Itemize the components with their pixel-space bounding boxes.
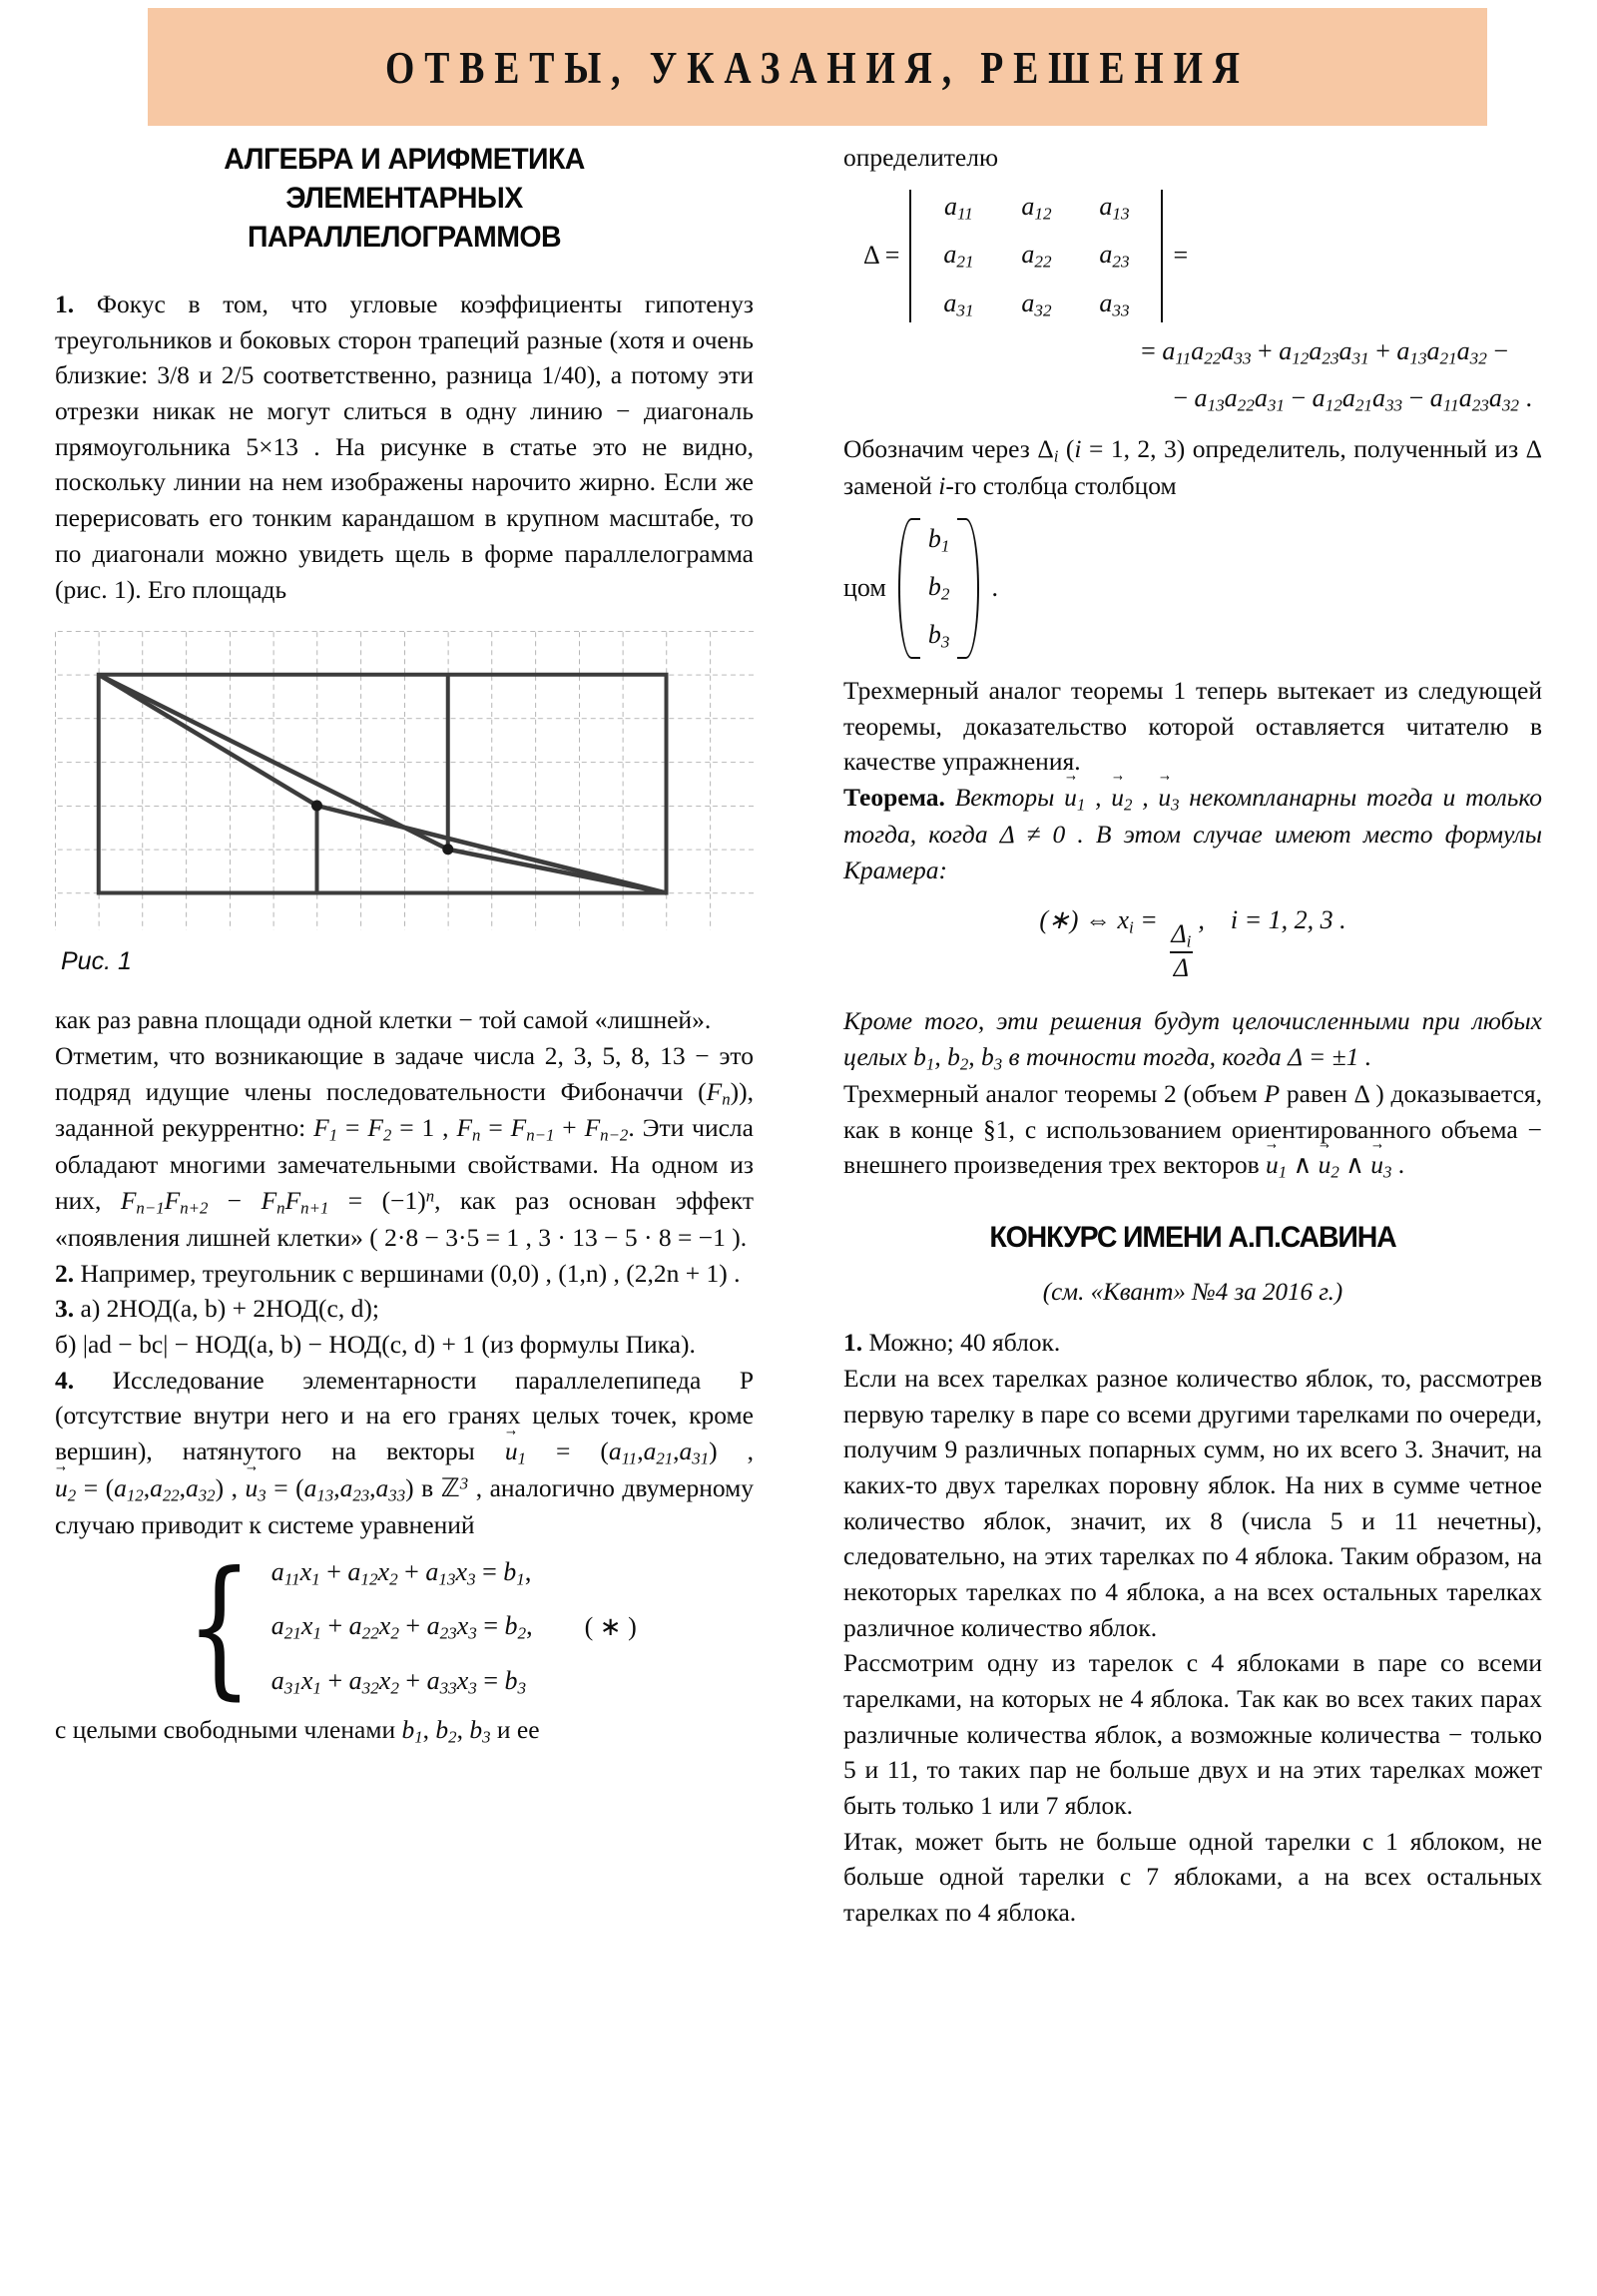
det-cell-21: $a_{21}$ <box>943 240 974 272</box>
system-row-1: $a_{11}x_1 + a_{12}x_2 + a_{13}x_3 = b_1$, <box>270 1556 532 1589</box>
answer-1-paragraph <box>55 287 754 607</box>
column-vector-entries <box>922 518 956 659</box>
section-heading-algebra <box>73 140 737 257</box>
fibonacci-paragraph <box>55 1038 754 1256</box>
determinant-matrix <box>919 192 1153 320</box>
det-cell-32: $a_{32}$ <box>1021 287 1052 320</box>
answer-3-text-a: а) 2НОД(a, b) + 2НОД(c, d); <box>74 1294 379 1324</box>
answer-2-text: Например, треугольник с вершинами (0,0) , (1,n) , (2,2n + 1) . <box>74 1258 741 1288</box>
right-column <box>843 140 1542 1931</box>
answer-2-paragraph <box>55 1256 754 1292</box>
vector-u2: $u \to_2 = (a_{12},a_{22},a_{32})$ <box>55 1473 224 1502</box>
answer-3-paragraph-b: б) |ad − bc| − НОД(a, b) − НОД(c, d) + 1 (из формулы Пика). <box>55 1330 696 1360</box>
det-cell-31: $a_{31}$ <box>943 287 974 320</box>
answer-1-text: Фокус в том, что угловые коэффициенты гипотенуз треугольников и боковых сторон трапеций разные (хотя и очень близкие: 3/8 и 2/5 соответственно, разница 1/40), а потому эти отрезки никак не могут слиться в одну линию − диагональ прямоугольника 5×13 . На рисунке в статье это не видно, поскольку линии на нем изображены нарочито жирно. Если же перерисовать его тонким карандашом в крупном масштабе, то по диагонали можно увидеть щель в форме параллелограмма (рис. 1). Его площадь <box>55 289 754 604</box>
paren-right <box>957 518 979 659</box>
det-cell-22: $a_{22}$ <box>1021 240 1052 272</box>
fibonacci-text-d: , как раз основан эффект «появления лишней клетки» <box>55 1186 754 1253</box>
colvec-b1: $b_1$ <box>927 523 950 556</box>
vector-u1: $u \to_1 = (a_{11},a_{21},a_{31})$ <box>505 1436 718 1465</box>
theorem2-paragraph: Трехмерный аналог теоремы 2 (объем P равен Δ ) доказывается, как в конце §1, с использованием ориентированного объема − внешнего произведения трех векторов $u \to_1$ ∧ $u \to_2$ ∧ $u \to_3$ . <box>843 1076 1542 1184</box>
system-row-3: $a_{31}x_1 + a_{32}x_2 + a_{33}x_3 = b_3$ <box>270 1665 527 1698</box>
determinant-expansion-1: = $a_{11}a_{22}a_{33} + a_{12}a_{23}a_{31} + a_{13}a_{21}a_{32}$ − <box>1141 336 1508 368</box>
figure-1-caption: Рис. 1 <box>61 947 132 976</box>
determinant-equals: = <box>1173 241 1189 271</box>
determinant-display <box>863 190 1542 322</box>
cramer-formula: (∗) ⇔ $x_i$ = $\frac{\Delta_i}{\Delta}$ , i = 1, 2, 3 . <box>1039 905 1346 983</box>
answer-number-1: 1. <box>55 289 75 318</box>
marked-point-c <box>311 801 322 812</box>
column-vector-label: цом <box>843 573 886 603</box>
system-brace: { <box>186 1540 254 1715</box>
cramer-denominator: Δ <box>1170 951 1193 983</box>
det-cell-12: $a_{12}$ <box>1021 191 1052 224</box>
two-column-layout <box>0 140 1597 2296</box>
answer-number-3: 3. <box>55 1294 75 1324</box>
determinant-bars <box>909 190 1163 322</box>
determinant-lhs: Δ = <box>863 241 900 271</box>
theorem-lead-in: Трехмерный аналог теоремы 1 теперь вытекает из следующей теоремы, доказательство которой оставляется читателю в качестве упражнения. <box>843 675 1542 777</box>
colvec-b2: $b_2$ <box>927 572 950 604</box>
page-banner <box>148 8 1487 126</box>
determinant-expansion-2: − $a_{13}a_{22}a_{31} - a_{12}a_{21}a_{33} - a_{11}a_{23}a_{32}$ . <box>1173 382 1532 414</box>
answer-number-4: 4. <box>55 1365 75 1395</box>
fibonacci-recurrence: $F_1 = F_2 = 1$ , $F_n = F_{n-1} + F_{n-2}$ <box>313 1113 629 1145</box>
answer-4-paragraph: 4. Исследование элементарности параллелепипеда P (отсутствие внутри него и на его гранях целых точек, кроме вершин), натянутого на векторы $u \to_1 = (a_{11},a_{21},a_{31})$ , $u \to_2 = (a_{12},a_{22},a_{32})$ , $u \to_3 = (a_{13},a_{23},a_{33})$ в ℤ$^3$ , аналогично двумерному случаю приводит к системе уравнений <box>55 1363 754 1543</box>
column-vector <box>898 518 980 659</box>
heading-line-2: ЭЛЕМЕНТАРНЫХ <box>285 182 523 215</box>
theorem-note: Кроме того, эти решения будут целочисленными при любых целых $b_1$, $b_2$, $b_3$ в точности тогда, когда Δ = ±1 . <box>843 1006 1542 1074</box>
theorem-label: Теорема. <box>843 782 945 812</box>
savin-answer-1-para-1: Если на всех тарелках разное количество яблок, то, рассмотрев первую тарелку в паре со всеми другими тарелками по очереди, получим 9 различных попарных сумм, но их всего 3. Значит, на каких-то двух тарелках поровну яблок. На них в сумме четное количество яблок, значит, их 8 (числа 5 и 11 нечетны), следовательно, на этих тарелках по 4 яблока. Таким образом, на некоторых тарелках по 4 яблока, а на всех остальных тарелках различное количество яблок. <box>843 1363 1542 1642</box>
paren-left <box>898 518 920 659</box>
det-cell-33: $a_{33}$ <box>1099 287 1130 320</box>
heading-line-3: ПАРАЛЛЕЛОГРАММОВ <box>247 221 562 254</box>
cramer-fraction <box>1167 919 1195 983</box>
fibonacci-cell-numbers: ( 2·8 − 3·5 = 1 , 3 · 13 − 5 · 8 = −1 ) <box>369 1223 741 1253</box>
system-of-equations <box>55 1540 754 1715</box>
fibonacci-text-a: Отметим, что возникающие в задаче числа 2, 3, 5, 8, 13 − это подряд идущие члены последовательности Фибоначчи <box>55 1040 754 1106</box>
section-heading-savin-contest: КОНКУРС ИМЕНИ А.П.САВИНА <box>989 1221 1396 1255</box>
determinant-expression <box>863 190 1188 322</box>
figure-1-svg <box>55 631 754 930</box>
det-cell-23: $a_{23}$ <box>1099 240 1130 272</box>
answer-4-text-a: Исследование элементарности параллелепипеда P (отсутствие внутри него и на его гранях целых точек, кроме вершин), натянутого на векторы <box>55 1365 754 1466</box>
page-banner-title: ОТВЕТЫ, УКАЗАНИЯ, РЕШЕНИЯ <box>385 41 1250 93</box>
column-vector-period: . <box>991 573 998 603</box>
det-cell-13: $a_{13}$ <box>1099 191 1130 224</box>
paragraph-after-figure: как раз равна площади одной клетки − той самой «лишней». <box>55 1005 712 1035</box>
savin-answer-1-para-3: Итак, может быть не больше одной тарелки с 1 яблоком, не больше одной тарелки с 7 яблоками, а на всех остальных тарелках по 4 яблока. <box>843 1826 1542 1928</box>
delta-i-definition: Обозначим через $\Delta_i$ (i = 1, 2, 3) определитель, полученный из Δ заменой i-го столбца столбцом <box>843 433 1543 500</box>
marked-point-d <box>442 844 453 855</box>
savin-answer-1-value: Можно; 40 яблок. <box>862 1328 1061 1358</box>
determinant-lead-in: определителю <box>843 143 999 172</box>
vector-u3: $u \to_3 = (a_{13},a_{23},a_{33})$ <box>246 1473 414 1502</box>
fibonacci-text-e: . <box>740 1223 748 1253</box>
integer-lattice-symbol: ℤ$^3$ <box>440 1473 469 1503</box>
answer-3-paragraph-a <box>55 1291 754 1327</box>
system-tag: ( ∗ ) <box>584 1612 637 1642</box>
theorem-paragraph: Теорема. Векторы $u \to_1$ , $u \to_2$ , $u \to_3$ некомпланарны тогда и только тогда, когда Δ ≠ 0 . В этом случае имеют место формулы Крамера: <box>843 780 1542 887</box>
left-column <box>55 140 754 1749</box>
heading-line-1: АЛГЕБРА И АРИФМЕТИКА <box>224 143 585 176</box>
det-cell-11: $a_{11}$ <box>944 191 973 224</box>
figure-1 <box>55 631 754 976</box>
savin-contest-reference: (см. «Квант» №4 за 2016 г.) <box>1042 1279 1343 1307</box>
cramer-numerator: $\Delta_i$ <box>1171 918 1192 951</box>
system-rows <box>271 1557 533 1698</box>
fibonacci-fn-symbol: $(F_n)$ <box>698 1076 740 1108</box>
savin-answer-1-short <box>843 1325 1542 1361</box>
fibonacci-text-b: ), заданной рекуррентно: <box>55 1076 754 1143</box>
answer-number-2: 2. <box>55 1258 75 1288</box>
colvec-b3: $b_3$ <box>927 620 950 652</box>
column-vector-display <box>843 518 1542 659</box>
savin-answer-number-1: 1. <box>843 1328 863 1358</box>
fibonacci-text-c: . Эти числа обладают многими замечательными свойствами. На одном из них, <box>55 1113 754 1216</box>
savin-answer-1-para-2: Рассмотрим одну из тарелок с 4 яблоками в паре со всеми тарелками, на которых не 4 яблока. Так как во всех таких парах различные количества яблок, а возможные количества − только 5 и 11, то таких пар не больше двух и на этих тарелках может быть только 1 или 7 яблок. <box>843 1648 1542 1821</box>
fibonacci-identity: $F_{n-1}F_{n+2} - F_nF_{n+1} = (-1)^n$ <box>120 1186 435 1218</box>
system-row-2: $a_{21}x_1 + a_{22}x_2 + a_{23}x_3 = b_2$, <box>270 1611 533 1643</box>
free-terms-paragraph: с целыми свободными членами $b_1$, $b_2$, $b_3$ и ее <box>55 1715 540 1747</box>
